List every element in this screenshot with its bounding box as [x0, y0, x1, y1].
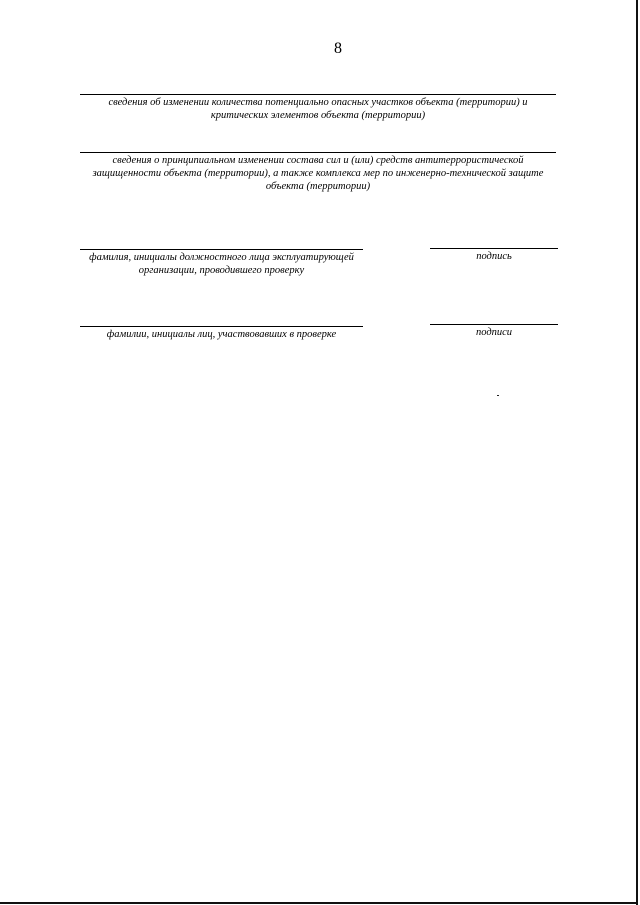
signature-line [430, 324, 558, 325]
official-name-field [80, 249, 363, 277]
fill-in-line [80, 152, 556, 153]
official-name-caption: фамилия, инициалы должностного лица эксплуатирующей организации, проводившего проверку [89, 252, 354, 276]
security-composition-caption: сведения о принципиальном изменении состава сил и (или) средств антитеррористической защищенности объекта (территории), а также комплекса мер по инженерно-технической защите объекта (территории) [92, 155, 544, 192]
hazard-changes-caption: сведения об изменении количества потенциально опасных участков объекта (территории) и критических элементов объекта (территории) [108, 97, 528, 121]
official-signature-field [430, 248, 558, 263]
scan-edge-right [636, 0, 638, 905]
signature-line [430, 248, 558, 249]
participants-names-field [80, 326, 363, 341]
hazard-changes-field [80, 94, 556, 122]
scan-edge-bottom [0, 902, 638, 904]
fill-in-line [80, 326, 363, 327]
fill-in-line [80, 249, 363, 250]
page-number: 8 [334, 40, 342, 57]
security-composition-field [80, 152, 556, 193]
scan-speck [497, 395, 499, 396]
participants-signatures-field [430, 324, 558, 339]
fill-in-line [80, 94, 556, 95]
participants-names-caption: фамилии, инициалы лиц, участвовавших в проверке [106, 329, 337, 340]
official-signature-caption: подпись [476, 251, 512, 262]
participants-signatures-caption: подписи [475, 327, 513, 338]
